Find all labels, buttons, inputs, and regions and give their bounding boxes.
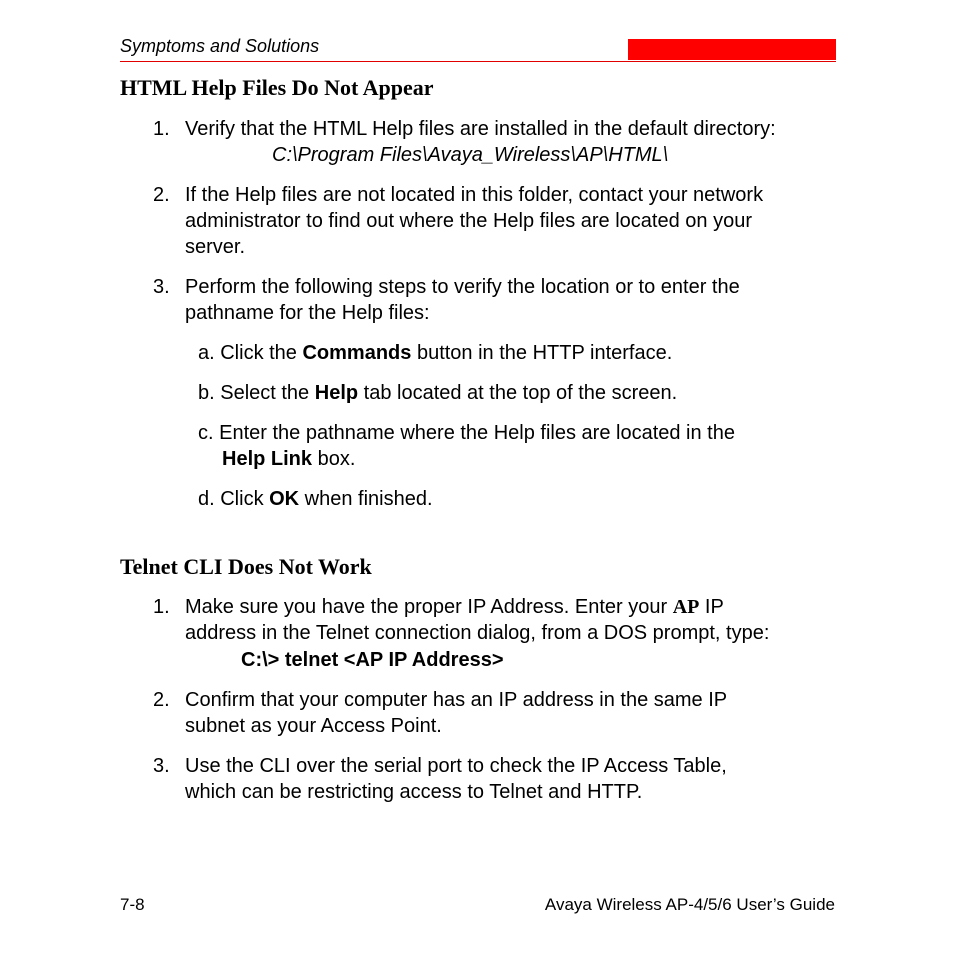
substep-d: d. Click OK when finished. (198, 488, 433, 510)
guide-title: Avaya Wireless AP-4/5/6 User’s Guide (544, 895, 835, 914)
list-item-text: Perform the following steps to verify the location or to enter the (185, 276, 740, 298)
list-item-text: subnet as your Access Point. (185, 715, 442, 737)
list-item-text: Verify that the HTML Help files are installed in the default directory: (185, 118, 776, 140)
list-item-text: Make sure you have the proper IP Address. Enter your AP IP (185, 596, 724, 618)
list-item-text: If the Help files are not located in this folder, contact your network (185, 184, 764, 206)
list-number: 3. (153, 755, 170, 777)
list-item-text: server. (185, 236, 246, 258)
list-item-text: administrator to find out where the Help files are located on your (185, 210, 752, 232)
running-header: Symptoms and Solutions (120, 36, 320, 56)
substep-b: b. Select the Help tab located at the top of the screen. (198, 382, 678, 404)
substep-a: a. Click the Commands button in the HTTP interface. (198, 342, 673, 364)
list-number: 2. (153, 184, 170, 206)
list-number: 1. (153, 118, 170, 140)
list-item-text: Confirm that your computer has an IP address in the same IP (185, 689, 728, 711)
header-accent-bar (628, 39, 836, 60)
substep-c: c. Enter the pathname where the Help files are located in the (198, 422, 735, 444)
list-number: 1. (153, 596, 170, 618)
list-item-text: pathname for the Help files: (185, 302, 430, 324)
list-item-text: address in the Telnet connection dialog, from a DOS prompt, type: (185, 622, 770, 644)
page-number: 7-8 (120, 895, 145, 914)
list-item-text: which can be restricting access to Telnet and HTTP. (185, 781, 643, 803)
directory-path: C:\Program Files\Avaya_Wireless\AP\HTML\ (272, 144, 669, 166)
section-heading-html-help: HTML Help Files Do Not Appear (120, 75, 434, 100)
list-number: 2. (153, 689, 170, 711)
list-item-text: Use the CLI over the serial port to check the IP Access Table, (185, 755, 727, 777)
header-rule (120, 61, 836, 62)
telnet-command: C:\> telnet <AP IP Address> (241, 649, 504, 671)
list-number: 3. (153, 276, 170, 298)
section-heading-telnet: Telnet CLI Does Not Work (120, 554, 372, 579)
substep-c-cont: Help Link box. (222, 448, 356, 470)
